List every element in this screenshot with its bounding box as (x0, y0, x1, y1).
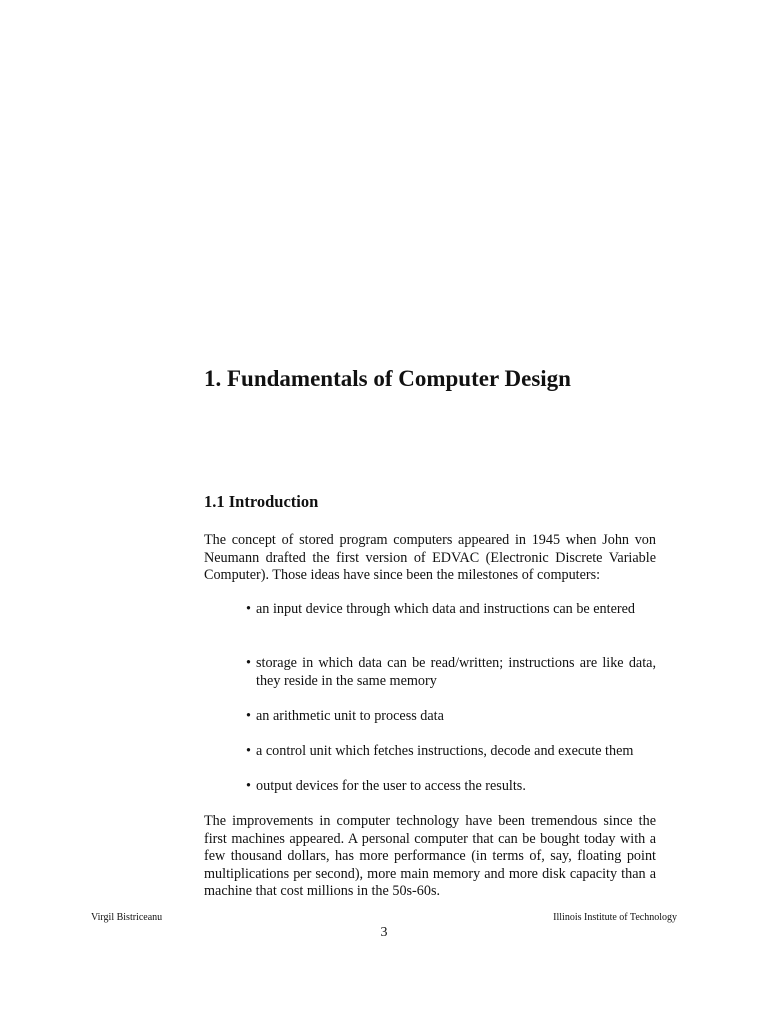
chapter-title: 1. Fundamentals of Computer Design (204, 366, 571, 391)
list-item (246, 708, 656, 726)
list-item-text: an arithmetic unit to process data (256, 708, 444, 724)
list-item (246, 778, 656, 796)
bullet-icon: • (246, 743, 251, 759)
list-item (246, 743, 656, 761)
intro-paragraph: The concept of stored program computers appeared in 1945 when John von Neumann drafted the first version of EDVAC (Electronic Discrete Variable Computer). Those ideas have since been the milestones of computers: (204, 532, 656, 584)
bullet-icon: • (246, 655, 251, 671)
footer-author: Virgil Bistriceanu (91, 912, 163, 923)
list-item (246, 601, 656, 619)
bullet-icon: • (246, 601, 251, 617)
footer-institution: Illinois Institute of Technology (553, 912, 677, 923)
page-number: 3 (380, 925, 388, 940)
list-item-text: output devices for the user to access the results. (256, 778, 526, 794)
bullet-icon: • (246, 778, 251, 794)
list-item-text: a control unit which fetches instructions, decode and execute them (256, 743, 634, 759)
list-item (246, 655, 656, 690)
section-title: 1.1 Introduction (204, 492, 319, 511)
list-item-text: storage in which data can be read/written; instructions are like data, they reside in the same memory (256, 655, 656, 689)
bullet-icon: • (246, 708, 251, 724)
list-item-text: an input device through which data and instructions can be entered (256, 601, 635, 617)
improvements-paragraph: The improvements in computer technology have been tremendous since the first machines appeared. A personal computer that can be bought today with a few thousand dollars, has more performance (in terms of, say, floating point multiplications per second), more main memory and more disk capacity than a machine that cost millions in the 50s-60s. (204, 813, 656, 900)
